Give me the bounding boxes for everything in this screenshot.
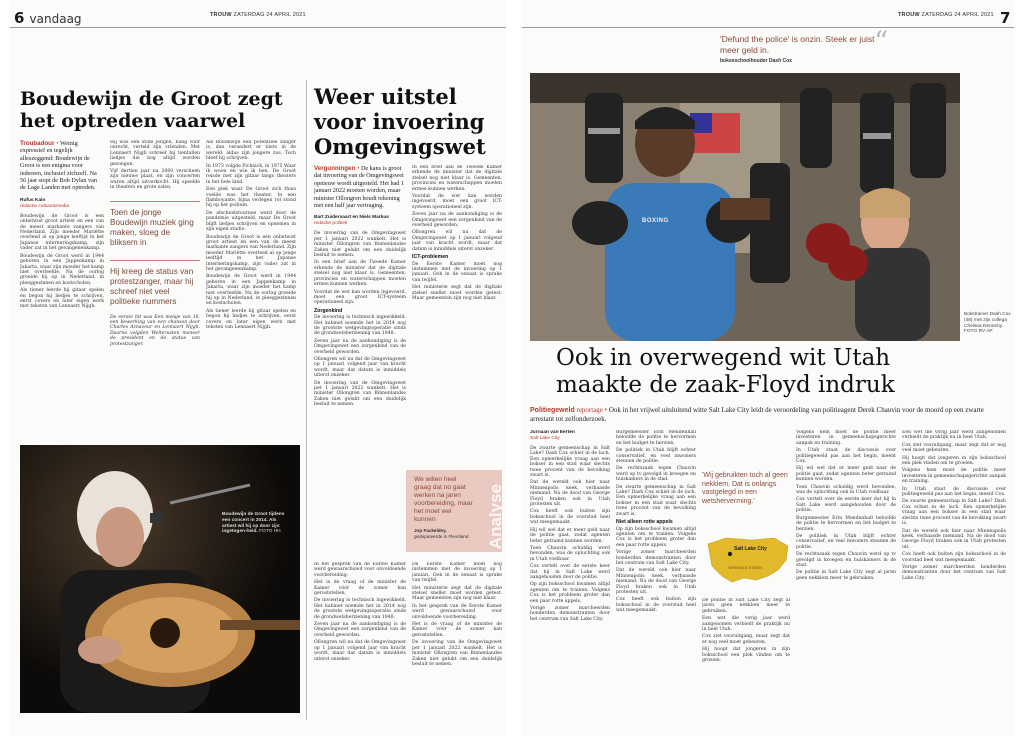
body-paragraph: De politiek in Utah blijft echter conservatief, en veel inwoners steunen de politie. [616,448,696,465]
body-paragraph: Dat de wereld ook hier naar Minneapolis keek, verbaasde niemand. Na de dood van George Floyd braken ook in Utah protesten uit. [530,480,610,508]
top-rule [522,27,1014,28]
analysis-label: Analyse [486,484,505,550]
author: Rufus Kain [20,197,46,203]
issue-date: ZATERDAG 24 APRIL 2021 [233,12,306,18]
body-paragraph: Op zijn boksschool kwamen altijd agenten om te trainen. Volgens Cox is het probleem groter dan een paar rotte appels. [616,526,696,548]
body-paragraph: De Eerste Kamer moet nog instemmen met de invoering op 1 januari. Ook in de senaat is sprake van twijfel. [412,562,502,584]
body-paragraph: Boudewijn de Groot is een onbetwist groot artiest en een van de meest markante zangers van Nederland. Zijn moeder Mariëtte overleed al op jonge leeftijd in het Japanse interneringskamp, zijn vader zat in het gevangenenkamp. [206,234,296,272]
body-paragraph: De politiek in Utah blijft echter conservatief, en veel inwoners steunen de politie. [796,533,896,550]
concert-photo [20,445,300,713]
lead-label: Troubadour [20,140,55,147]
body-paragraph: De Eerste Kamer moet nog instemmen met de invoering op 1 januari. Ook in de senaat is sprake van twijfel. [412,261,502,283]
folio-left [14,8,82,27]
body-paragraph: In een brief aan de Tweede Kamer erkende de minister dat de digitale stelsel nog niet klaar is. Gemeenten, provincies en waterschappen moeten ermee kunnen werken. [412,165,502,192]
body-paragraph: Het is de vraag of de minister de Kamer vóór de zomer kan geruststellen. [412,622,502,638]
top-quote-text: 'Defund the police' is onzin. Steek er juist meer geld in. [720,34,875,55]
article-intro: Troubadour • Weinig expressief en tegelijk alleszeggend: Boudewijn de Groot is een enigma voor iedereen, inclusief zichzelf. Na 56 jaar stopt de Bob Dylan van de Lage Landen met optreden. [20,140,97,192]
lead-label: Politiegeweld [530,407,575,414]
author-place: Salt Lake City [530,436,560,441]
author: Jurriaan van Eerten [530,430,575,435]
body-paragraph: Als Boudewijn een potentiële zanger is, dan verandert er niets in de wereld, aldus zijn jongere zus. Toch bleef hij schrijven. [206,140,296,162]
subheading: Niet alleen rotte appels [616,519,673,526]
shirt-print: BOXING [642,218,669,224]
body-paragraph: Hij was een stille jongen, bang voor onrecht, verteld zijn vrienden. Met Lennaert Nijgh schreef hij tientallen liedjes die nog altijd worden gezongen. [110,140,200,167]
lead-text: Weinig expressief en tegelijk alleszeggend: Boudewijn de Groot is een enigma voor iedereen, inclusief zichzelf. Na 56 jaar stopt de Bob Dylan van de Lage Landen met optreden. [20,140,97,192]
article-column [902,430,1006,725]
article-column [530,430,610,725]
folio-date [898,12,994,18]
newspaper-page-left [10,0,506,736]
top-quote [720,34,880,65]
body-paragraph: Volgens hem moet de politie meer investeren in gemeenschapsgerichte aanpak en training. [902,468,1006,485]
author-role: redactie politiek [314,221,348,227]
top-quote-author: bokseschoolhouder Dash Cox [720,58,792,64]
boxing-photo [530,73,960,341]
body-paragraph: Als tiener leerde hij gitaar spelen en begon hij liedjes te schrijven, eerst covers en later eigen werk met teksten van Lennaert Nijgh. [206,308,296,330]
body-paragraph: Cox vertelt over de eerste keer dat hij in Salt Lake werd aangehouden door de politie. [796,497,896,514]
body-paragraph: De zwarte gemeenschap in Salt Lake? Dash Cox schiet in de lach. Een opmerkelijke vraag aan een bokser in een stad waar slechts twee procent van de bevolking zwart is. [902,499,1006,527]
article-column [412,562,502,722]
quote-mark-icon: “ [874,25,889,58]
article-column [616,430,696,725]
body-paragraph: Zeven jaar na de aankondiging is de Omgevingswet een zorgenkind van de overheid geworden. [314,338,406,355]
body-paragraph: Ollongren wil nu dat de Omgevingswet op 1 januari volgend jaar van kracht wordt, maar dat datum is inmiddels uiterst onzeker. [314,640,406,662]
analysis-quote-author [414,528,478,539]
boxing-photo-illustration [530,73,960,341]
photo-credit: FOTO RV AP [964,329,993,335]
concert-photo-illustration [20,445,300,713]
body-paragraph: Hij wil wel dat er meer geld naar de politie gaat, zodat agenten beter getraind kunnen worden. [530,527,610,544]
photo-credit: FOTO HH [259,529,281,535]
body-paragraph: Vijf dertien jaar na 2000 verscheen zijn nieuwe plaat, en zijn concerten waren altijd uitverkocht. Hij speelde in theaters en grote zalen. [110,169,200,191]
usa-map-icon [704,530,794,590]
body-paragraph: De invoering is technisch ingewikkeld. Het kabinet noemde het in 2014 nog de grootste wetgevingsoperatie sinds de grondwetsherziening van 1848. [314,598,406,620]
pull-quote: Hij kreeg de status van protestzanger, maar hij schreef niet veel politieke nummers [110,260,200,307]
body-paragraph: In het gesprek van de Eerste Kamer werd gewaarschuwd voor onvoldoende voorbereiding. [412,603,502,620]
folio-right [1000,8,1010,27]
body-paragraph: In Utah staat de discussie over politiegeweld pas aan het begin, meent Cox. [902,486,1006,498]
page-gutter [506,0,522,736]
body-paragraph: Boudewijn de Groot is een onbetwist groot artiest en een van de meest markante zangers van Nederland. Zijn moeder Mariëtte overleed al op jonge leeftijd in het Japanse interneringskamp, zijn vader zat in het gevangenenkamp. [20,213,104,252]
body-paragraph: De zwarte gemeenschap in Salt Lake? Dash Cox schiet in de lach. Een opmerkelijke vraag aan een bokser in een stad waar slechts twee procent van de bevolking zwart is. [616,484,696,517]
article-headline: Weer uitstel voor invoering Omgevingswet [314,84,486,159]
byline [20,198,104,210]
body-paragraph: In een brief aan de Tweede Kamer erkende de minister dat de digitale stelsel nog niet klaar is. Gemeenten, provincies en waterschappen moeten ermee kunnen werken. [314,260,406,288]
body-paragraph: Hij hoopt dat jongeren in zijn boksschool een plek vinden om te groeien. [902,455,1006,467]
map-country: VERENIGDE STATEN [728,566,762,570]
body-paragraph: In 1973 volgde Picknick, in 1975 Waar ik woon en wie ik ben. De Groot reisde met zijn gitaar langs theaters in het hele land. [206,163,296,185]
folio-date [210,12,306,18]
top-rule [10,27,506,28]
author: Bart Zuidervaart en Niels Markus [314,215,389,221]
body-paragraph: Voordat de wet kan worden ingevoerd, moet een groot ICT-systeem operationeel zijn. [314,289,406,306]
map-label: Salt Lake City [734,546,767,552]
body-paragraph: Hij wil wel dat er meer geld naar de politie gaat, zodat agenten beter getraind kunnen worden. [796,466,896,483]
body-paragraph: Een plek waar De Groot zich thuis voelde was het theater. In een flamboyante, bijna verlegen rol stond hij op het podium. [206,187,296,209]
body-paragraph: Boudewijn de Groot werd in 1944 geboren in een Jappenkamp in Jakarta, waar zijn moeder het kamp niet overleefde. Na de oorlog groeide hij op in Nederland, in pleeggezinnen en kostscholen. [206,274,296,307]
article-lead-column [20,140,104,435]
quote-role: gedeputeerde in Flevoland [414,533,469,539]
article-headline: Boudewijn de Groot zegt het optreden vaarwel [20,88,283,132]
body-paragraph: Burgemeester Erin Mendenhall beloofde de politie te hervormen en het budget te herzien. [796,515,896,532]
body-paragraph: Boudewijn de Groot werd in 1944 geboren in een Jappenkamp in Jakarta, waar zijn moeder het kamp niet overleefde. Na de oorlog groeide hij op in Nederland, in pleeggezinnen en kostscholen. [20,253,104,286]
page-number: 6 [14,9,25,27]
subheading: Zorgenkind [314,307,343,314]
body-paragraph: Cox heeft ook buiten zijn boksschool in de voorstad heel wat meegemaakt. [902,552,1006,563]
lead-text: Ook in het vrijwel uitsluitend witte Salt Lake City leidt de veroordeling van politieagent Derek Chauvin voor de moord op een zwarte arrestant tot zelfonderzoek. [530,406,984,423]
issue-date: ZATERDAG 24 APRIL 2021 [921,12,994,18]
article-column [206,140,296,435]
body-paragraph: De invoering van de Omgevingswet per 1 januari 2022 wankelt. Het is minister Ollongren van Binnenlandse Zaken niet gelukt om een duidelijk besluit te nemen. [314,231,406,259]
lead-text: De kans is groot dat invoering van de Omgevingswet opnieuw wordt uitgesteld. Het had 1 januari 2022 moeten worden, maar minister Ollongren houdt rekening met een half jaar vertraging. [314,165,405,210]
photo-caption [222,512,292,535]
body-paragraph: De politie in Salt Lake City zegt al jaren geen nekklem meer te gebruiken. [702,598,790,614]
pull-quote: Toen de jonge Boudewijn muziek ging maken, sloeg de bliksem in [110,201,200,248]
body-paragraph: De invoering van de Omgevingswet per 1 januari 2022 wankelt. Het is minister Ollongren van Binnenlandse Zaken niet gelukt om een duidelijk besluit te nemen. [412,640,502,667]
body-paragraph: De invoering is technisch ingewikkeld. Het kabinet noemde het in 2014 nog de grootste wetgevingsoperatie sinds de grondwetsherziening van 1848. [314,315,406,337]
body-paragraph: Dat de wereld ook hier naar Minneapolis keek, verbaasde niemand. Na de dood van George Floyd braken ook in Utah protesten uit. [902,528,1006,550]
body-paragraph: De afscheidstournee werd door de pandemie uitgesteld, maar De Groot blijft liedjes schrijven en opnemen in zijn eigen studio. [206,210,296,233]
body-paragraph: Cox vertelt over de eerste keer dat hij in Salt Lake werd aangehouden door de politie. [530,564,610,580]
body-paragraph: De rechtszaak tegen Chauvin werd op tv gevolgd in kroegen en huiskamers in de stad. [616,466,696,483]
article-intro: Politiegeweld reportage • Ook in het vrijwel uitsluitend witte Salt Lake City leidt de veroordeling van politieagent Derek Chauvin voor de moord op een zwarte arrestant tot zelfonderzoek. [530,406,984,423]
caption-text: Boudewijn de Groot tijdens een concert in 2014. Als artiest wil hij op door zijn ingetogen-heid. [222,512,285,535]
body-paragraph: Als tiener leerde hij gitaar spelen en begon hij liedjes te schrijven, eerst covers en later eigen werk met teksten van Lennaert Nijgh. [20,288,104,310]
lead-type: reportage [576,406,603,414]
caption-text: Bokstrainer Dash Cox (48) met zijn collega Chelsea Dennehy. [964,312,1011,329]
brand-name: TROUW [210,12,232,18]
analysis-quote-block [406,470,505,552]
author-role: redactie cultuur&media [20,203,70,209]
body-paragraph: De eerste hit was Een meisje van 16, een bewerking van een chanson door Charles Aznavour en Lennaert Nijgh. Daarna volgden Welterusten meneer de president en de status van protestzanger. [110,314,200,347]
body-paragraph: Cox ziet vooruitgang, maar zegt dat er nog veel moet gebeuren. [702,634,790,645]
body-paragraph: In Utah staat de discussie over politiegeweld pas aan het begin, meent Cox. [796,448,896,465]
page-number: 7 [1000,9,1011,27]
column-divider [306,80,307,720]
article-column [796,430,896,725]
byline [530,430,610,442]
analysis-quote: We willen heel graag dat no gaat werken na jaren voorbereiding, maar het moet wel kunnen [414,476,473,523]
body-paragraph: Hij hoopt dat jongeren in zijn boksschool een plek vinden om te groeien. [702,647,790,664]
byline [314,215,406,227]
section-name: vandaag [29,12,82,26]
body-paragraph: Voordat de wet kan worden ingevoerd, moet een groot ICT-systeem operationeel zijn. [412,194,502,210]
body-paragraph: Een wet die vorig jaar werd aangenomen verbiedt de praktijk nu in heel Utah. [702,616,790,633]
body-quote: 'Wij gebruikten toch al geen nekklem. Dat is onlangs vastgelegd in een wetsherverming.' [702,472,788,505]
body-paragraph: Zeven jaar na de aankondiging is de Omgevingswet een zorgenkind van de overheid geworden. [412,212,502,229]
body-paragraph: In het gesprek van de Eerste Kamer werd gewaarschuwd voor onvoldoende voorbereiding. [314,562,406,578]
body-paragraph: Toen Chauvin schuldig werd bevonden, was de opluchting ook in Utah voelbaar. [530,545,610,562]
body-paragraph: Ollongren wil nu dat de Omgevingswet op 1 januari volgend jaar van kracht wordt, maar dat datum is inmiddels uiterst onzeker. [314,356,406,379]
article-column [110,140,200,435]
quote-author: Jop Fackeldey, [414,528,447,533]
body-paragraph: Het ministerie zegt dat de digitale stelsel sneller moet worden getest. Maar gemeenten zijn nog niet klaar. [412,285,502,301]
body-paragraph: Volgens hem moet de politie meer investeren in gemeenschapsgerichte aanpak en training. [796,430,896,446]
body-paragraph: De invoering van de Omgevingswet per 1 januari 2022 wankelt. Het is minister Ollongren van Binnenlandse Zaken niet gelukt om een duidelijk besluit te nemen. [314,380,406,408]
article-column [314,165,406,555]
lead-label: Vergunningen [314,165,356,172]
body-paragraph: De rechtszaak tegen Chauvin werd op tv gevolgd in kroegen en huiskamers in de stad. [796,552,896,568]
newspaper-page-right [522,0,1014,736]
usa-map [704,530,794,590]
body-paragraph: Vorige zomer marcheerden honderden demonstranten door het centrum van Salt Lake City. [902,564,1006,581]
body-paragraph: Het ministerie zegt dat de digitale stelsel sneller moet worden getest. Maar gemeenten zijn nog niet klaar. [412,585,502,602]
subheading: ICT-problemen [412,254,449,261]
body-paragraph: Vorige zomer marcheerden honderden demonstranten door het centrum van Salt Lake City. [530,605,610,622]
photo-caption [964,312,1012,335]
body-paragraph: Een wet die vorig jaar werd aangenomen verbiedt de praktijk nu in heel Utah. [902,430,1006,441]
article-column [702,598,790,725]
brand-name: TROUW [898,12,920,18]
body-paragraph: Zeven jaar na de aankondiging is de Omgevingswet een zorgenkind van de overheid geworden. [314,622,406,638]
article-intro: Vergunningen • De kans is groot dat invoering van de Omgevingswet opnieuw wordt uitgesteld. Het had 1 januari 2022 moeten worden, maar minister Ollongren houdt rekening met een half jaar vertraging. [314,165,405,210]
body-paragraph: Cox heeft ook buiten zijn boksschool in de voorstad heel wat meegemaakt. [616,597,696,614]
body-paragraph: Ollongren wil nu dat de Omgevingswet op 1 januari volgend jaar van kracht wordt, maar dat datum is inmiddels uiterst onzeker. [412,230,502,252]
body-paragraph: De zwarte gemeenschap in Salt Lake? Dash Cox schiet in de lach. Een opmerkelijke vraag aan een bokser in een stad waar slechts twee procent van de bevolking zwart is. [530,446,610,479]
body-paragraph: Het is de vraag of de minister de Kamer vóór de zomer kan geruststellen. [314,580,406,597]
body-paragraph: Cox heeft ook buiten zijn boksschool in de voorstad heel wat meegemaakt. [530,509,610,526]
body-paragraph: Burgemeester Erin Mendenhall beloofde de politie te hervormen en het budget te herzien. [616,430,696,446]
article-column [314,562,406,722]
body-paragraph: Op zijn boksschool kwamen altijd agenten om te trainen. Volgens Cox is het probleem groter dan een paar rotte appels. [530,582,610,604]
article-headline: Ook in overwegend wit Utah maakte de zaak-Floyd indruk [556,345,895,398]
body-paragraph: Cox ziet vooruitgang, maar zegt dat er nog veel moet gebeuren. [902,442,1006,454]
body-paragraph: Dat de wereld ook hier naar Minneapolis keek, verbaasde niemand. Na de dood van George Floyd braken ook in Utah protesten uit. [616,568,696,595]
body-paragraph: Vorige zomer marcheerden honderden demonstranten door het centrum van Salt Lake City. [616,550,696,566]
body-paragraph: Toen Chauvin schuldig werd bevonden, was de opluchting ook in Utah voelbaar. [796,484,896,496]
body-paragraph: De politie in Salt Lake City zegt al jaren geen nekklem meer te gebruiken. [796,570,896,581]
